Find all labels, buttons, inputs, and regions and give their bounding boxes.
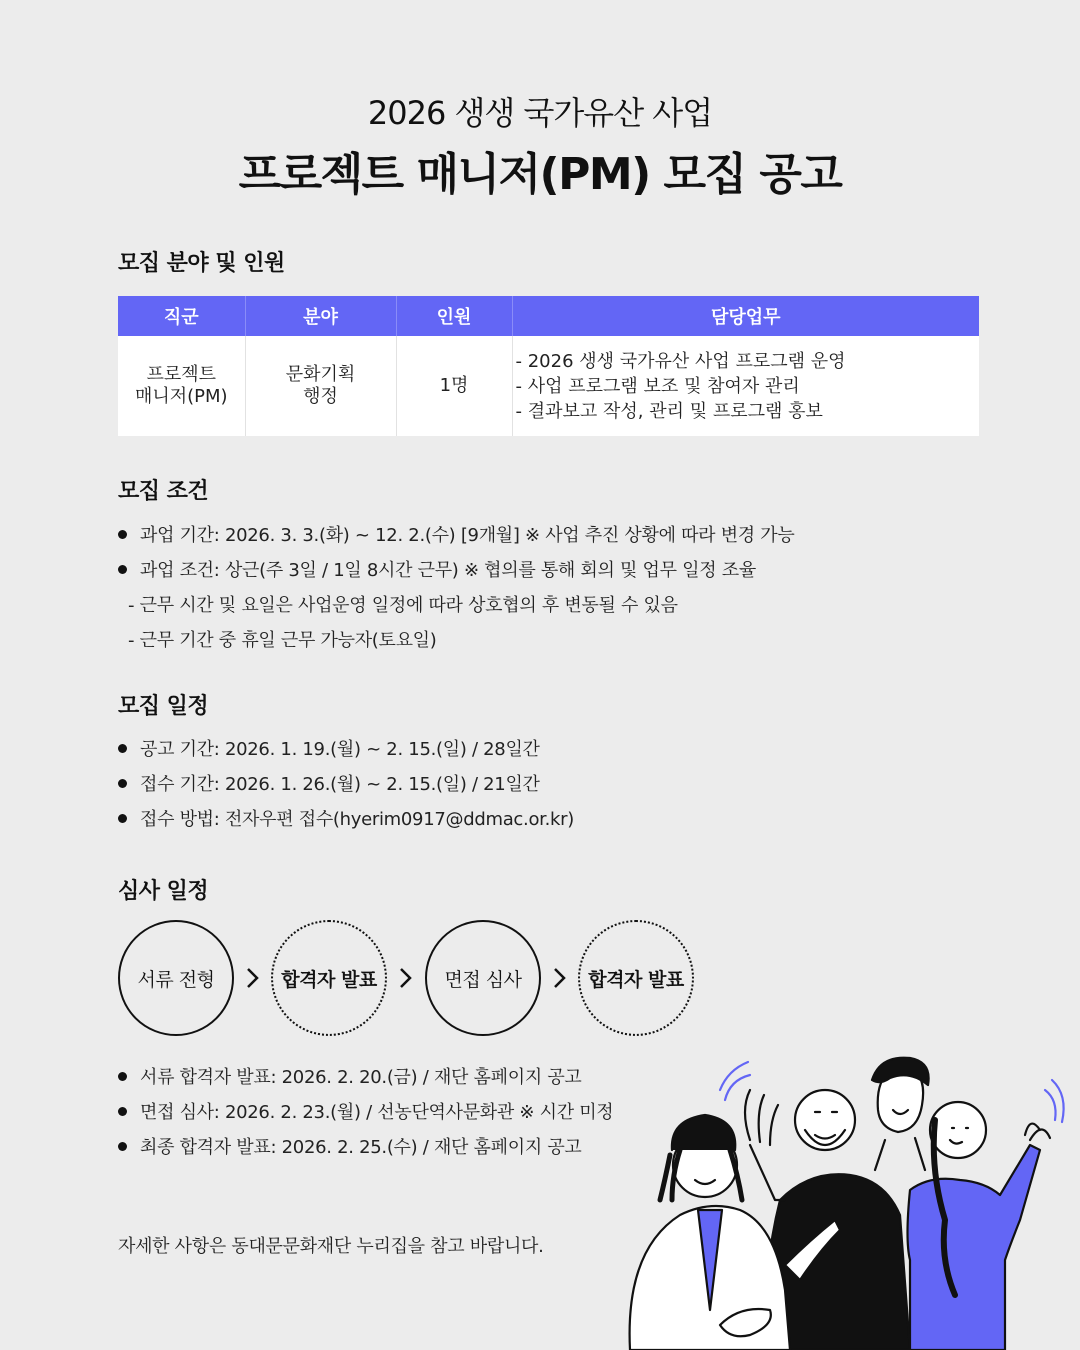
table-header-cell: 인원 [396, 296, 512, 336]
bullet-icon [118, 1072, 127, 1081]
chevron-right-icon [396, 963, 416, 993]
footer-note: 자세한 사항은 동대문문화재단 누리집을 참고 바랍니다. [118, 1236, 544, 1257]
list-item: 과업 기간: 2026. 3. 3.(화) ~ 12. 2.(수) [9개월] ※ 사업 추진 상황에 따라 변경 가능 [118, 518, 794, 553]
list-item: 최종 합격자 발표: 2026. 2. 25.(수) / 재단 홈페이지 공고 [118, 1130, 613, 1165]
table-header-cell: 직군 [118, 296, 245, 336]
list-item: 과업 조건: 상근(주 3일 / 1일 8시간 근무) ※ 협의를 통해 회의 및 업무 일정 조율 [118, 553, 794, 588]
bullet-icon [118, 814, 127, 823]
flow-step-interview: 면접 심사 [425, 920, 541, 1036]
list-item: 공고 기간: 2026. 1. 19.(월) ~ 2. 15.(일) / 28일간 [118, 732, 574, 767]
bullet-icon [118, 779, 127, 788]
flow-step-pass-announce: 합격자 발표 [271, 920, 387, 1036]
list-item: 면접 심사: 2026. 2. 23.(월) / 선농단역사문화관 ※ 시간 미정 [118, 1095, 613, 1130]
chevron-right-icon [243, 963, 263, 993]
field-cell [245, 336, 396, 436]
list-item: 접수 기간: 2026. 1. 26.(월) ~ 2. 15.(일) / 21일간 [118, 767, 574, 802]
list-item: 서류 합격자 발표: 2026. 2. 20.(금) / 재단 홈페이지 공고 [118, 1060, 613, 1095]
table-header-cell: 담당업무 [512, 296, 979, 336]
list-sub-item: - 근무 기간 중 휴일 근무 가능자(토요일) [128, 630, 437, 651]
bullet-icon [118, 565, 127, 574]
cheering-people-illustration [610, 1050, 1080, 1350]
duties-cell [512, 336, 979, 436]
schedule-list [118, 732, 574, 837]
section-heading-review: 심사 일정 [118, 879, 209, 904]
bullet-icon [118, 530, 127, 539]
table-row [118, 336, 979, 436]
page-title: 프로젝트 매니저(PM) 모집 공고 [238, 149, 842, 200]
duty-item: - 사업 프로그램 보조 및 참여자 관리 [515, 375, 800, 397]
table-header-row [118, 296, 979, 336]
bullet-icon [118, 744, 127, 753]
field-line: 문화기획 [285, 364, 356, 385]
field-line: 행정 [303, 386, 338, 407]
table-header-cell: 분야 [245, 296, 396, 336]
review-flow [118, 920, 718, 1038]
list-sub-item: - 근무 시간 및 요일은 사업운영 일정에 따라 상호협의 후 변동될 수 있음 [128, 595, 678, 616]
section-heading-recruit: 모집 분야 및 인원 [118, 251, 285, 276]
list-item: 접수 방법: 전자우편 접수(hyerim0917@ddmac.or.kr) [118, 802, 574, 837]
job-cell [118, 336, 245, 436]
flow-step-final-announce: 합격자 발표 [578, 920, 694, 1036]
bullet-icon [118, 1107, 127, 1116]
conditions-list [118, 518, 794, 658]
page-subtitle: 2026 생생 국가유산 사업 [367, 94, 713, 132]
bullet-icon [118, 1142, 127, 1151]
flow-step-document: 서류 전형 [118, 920, 234, 1036]
review-list [118, 1060, 613, 1165]
recruit-table [118, 296, 979, 436]
job-line: 매니저(PM) [134, 386, 228, 407]
chevron-right-icon [550, 963, 570, 993]
duty-item: - 결과보고 작성, 관리 및 프로그램 홍보 [515, 400, 823, 422]
section-heading-conditions: 모집 조건 [118, 479, 209, 504]
section-heading-schedule: 모집 일정 [118, 694, 209, 719]
count-cell: 1명 [396, 336, 512, 436]
duty-item: - 2026 생생 국가유산 사업 프로그램 운영 [515, 350, 846, 372]
job-line: 프로젝트 [146, 364, 217, 385]
